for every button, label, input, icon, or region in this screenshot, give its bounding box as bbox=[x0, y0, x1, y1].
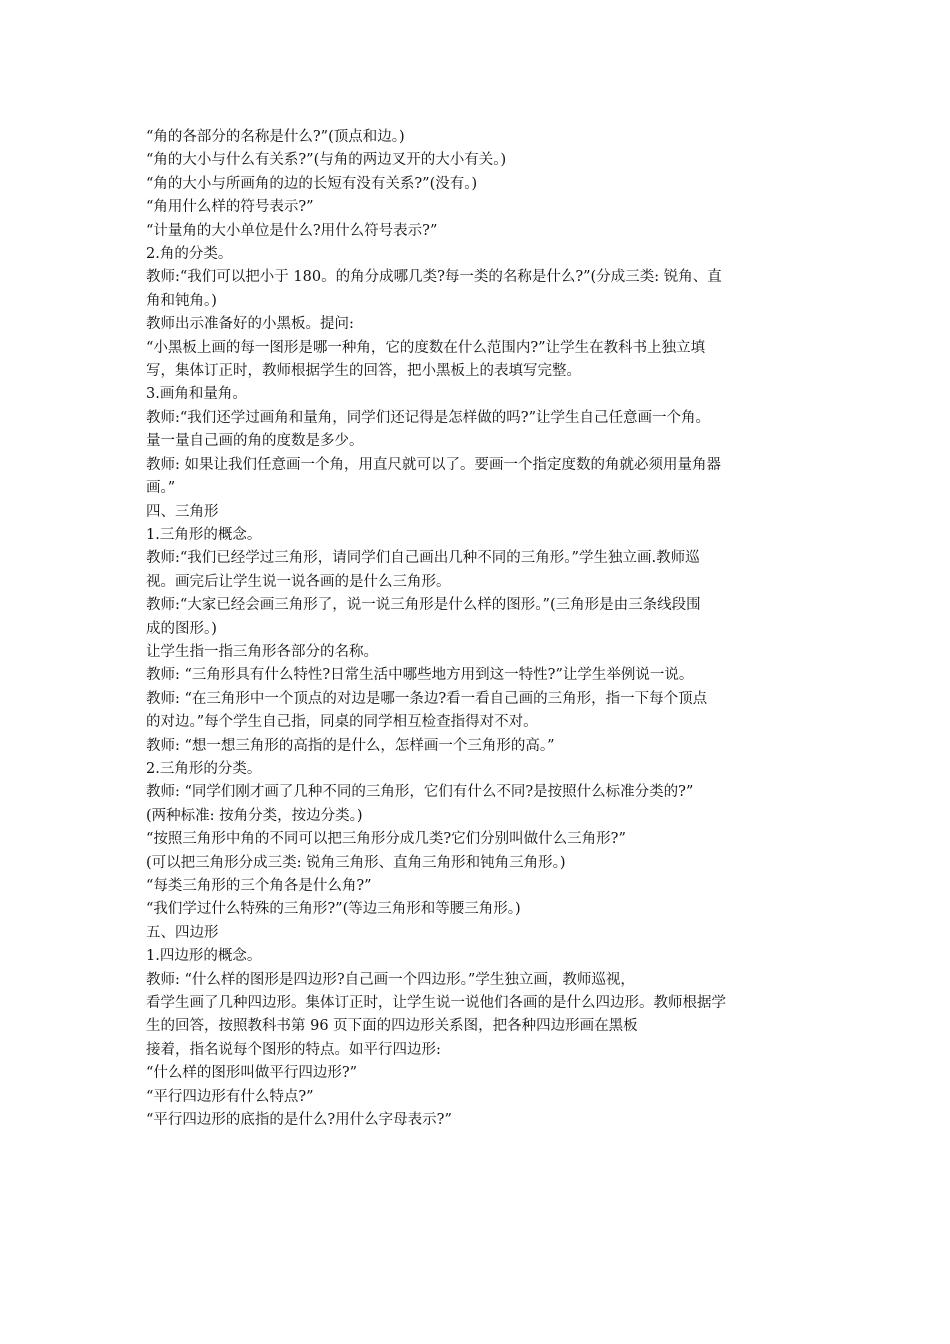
text-line: 教师: “在三角形中一个顶点的对边是哪一条边?看一看自己画的三角形，指一下每个顶点 bbox=[146, 690, 708, 707]
text-line: “每类三角形的三个角各是什么角?” bbox=[146, 878, 372, 894]
paragraph bbox=[146, 501, 810, 524]
paragraph bbox=[146, 992, 810, 1039]
text-line: 写，集体订正时，教师根据学生的回答，把小黑板上的表填写完整。 bbox=[146, 363, 581, 380]
paragraph bbox=[146, 945, 810, 968]
text-line: 看学生画了几种四边形。集体订正时，让学生说一说他们各画的是什么四边形。教师根据学 bbox=[146, 995, 726, 1012]
paragraph bbox=[146, 664, 810, 687]
text-line: 教师:“我们已经学过三角形，请同学们自己画出几种不同的三角形。”学生独立画.教师巡 bbox=[146, 550, 700, 567]
paragraph bbox=[146, 969, 810, 992]
paragraph bbox=[146, 875, 810, 898]
text-line: “计量角的大小单位是什么?用什么符号表示?” bbox=[146, 222, 438, 239]
paragraph bbox=[146, 828, 810, 851]
paragraph bbox=[146, 173, 810, 196]
text-line: 量一量自己画的角的度数是多少。 bbox=[146, 433, 364, 450]
text-line: 的对边。”每个学生自己指，同桌的同学相互检查指得对不对。 bbox=[146, 714, 538, 731]
paragraph bbox=[146, 220, 810, 243]
paragraph bbox=[146, 852, 810, 875]
text-line: 教师: “想一想三角形的高指的是什么，怎样画一个三角形的高。” bbox=[146, 737, 555, 754]
text-line: 1.三角形的概念。 bbox=[146, 526, 262, 543]
text-line: 视。画完后让学生说一说各画的是什么三角形。 bbox=[146, 573, 451, 590]
text-line: 角和钝角。) bbox=[146, 292, 217, 309]
paragraph bbox=[146, 337, 810, 384]
paragraph bbox=[146, 243, 810, 266]
text-line: 五、四边形 bbox=[146, 924, 219, 941]
text-line: “什么样的图形叫做平行四边形?” bbox=[146, 1065, 358, 1082]
text-line: 1.四边形的概念。 bbox=[146, 948, 262, 965]
text-line: 教师: “三角形具有什么特性?日常生活中哪些地方用到这一特性?”让学生举例说一说。 bbox=[146, 667, 694, 684]
text-line: 生的回答，按照教科书第 96 页下面的四边形关系图，把各种四边形画在黑板 bbox=[146, 1018, 638, 1035]
text-line: 教师:“大家已经会画三角形了，说一说三角形是什么样的图形。”(三角形是由三条线段围 bbox=[146, 597, 701, 614]
text-line: 2.三角形的分类。 bbox=[146, 760, 262, 777]
text-line: 2.角的分类。 bbox=[146, 246, 233, 263]
document-page bbox=[146, 126, 810, 1132]
paragraph bbox=[146, 383, 810, 406]
text-line: 教师:“我们还学过画角和量角，同学们还记得是怎样做的吗?”让学生自己任意画一个角。 bbox=[146, 409, 710, 426]
paragraph bbox=[146, 735, 810, 758]
text-line: “我们学过什么特殊的三角形?”(等边三角形和等腰三角形。) bbox=[146, 901, 521, 918]
text-line: 教师出示准备好的小黑板。提问: bbox=[146, 316, 354, 333]
paragraph bbox=[146, 524, 810, 547]
paragraph bbox=[146, 126, 810, 149]
text-line: “角的各部分的名称是什么?”(顶点和边。) bbox=[146, 129, 405, 145]
paragraph bbox=[146, 1039, 810, 1062]
text-line: (可以把三角形分成三类: 锐角三角形、直角三角形和钝角三角形。) bbox=[146, 854, 566, 871]
paragraph bbox=[146, 407, 810, 454]
text-line: 教师:“我们可以把小于 180。的角分成哪几类?每一类的名称是什么?”(分成三类: 锐角、直 bbox=[146, 269, 722, 286]
text-line: 教师: 如果让我们任意画一个角，用直尺就可以了。要画一个指定度数的角就必须用量角器 bbox=[146, 456, 721, 473]
paragraph bbox=[146, 547, 810, 594]
paragraph bbox=[146, 641, 810, 664]
paragraph bbox=[146, 196, 810, 219]
paragraph bbox=[146, 758, 810, 781]
text-line: “角用什么样的符号表示?” bbox=[146, 199, 314, 216]
text-line: 画。” bbox=[146, 480, 176, 497]
paragraph bbox=[146, 149, 810, 172]
paragraph bbox=[146, 688, 810, 735]
text-line: “角的大小与什么有关系?”(与角的两边叉开的大小有关。) bbox=[146, 152, 507, 169]
paragraph bbox=[146, 313, 810, 336]
text-line: “小黑板上画的每一图形是哪一种角，它的度数在什么范围内?”让学生在教科书上独立填 bbox=[146, 339, 706, 356]
text-line: 教师: “什么样的图形是四边形?自己画一个四边形。”学生独立画，教师巡视， bbox=[146, 971, 635, 988]
text-line: 让学生指一指三角形各部分的名称。 bbox=[146, 643, 378, 660]
paragraph bbox=[146, 922, 810, 945]
text-line: 教师: “同学们刚才画了几种不同的三角形，它们有什么不同?是按照什么标准分类的?” bbox=[146, 784, 694, 801]
text-line: 成的图形。) bbox=[146, 620, 217, 637]
paragraph bbox=[146, 1109, 810, 1132]
text-line: “平行四边形有什么特点?” bbox=[146, 1088, 314, 1105]
text-line: 3.画角和量角。 bbox=[146, 386, 247, 403]
paragraph bbox=[146, 454, 810, 501]
paragraph bbox=[146, 1086, 810, 1109]
text-line: 四、三角形 bbox=[146, 503, 219, 520]
text-line: 接着，指名说每个图形的特点。如平行四边形: bbox=[146, 1041, 441, 1058]
text-line: “角的大小与所画角的边的长短有没有关系?”(没有。) bbox=[146, 175, 478, 192]
paragraph bbox=[146, 781, 810, 828]
paragraph bbox=[146, 898, 810, 921]
paragraph bbox=[146, 1062, 810, 1085]
paragraph bbox=[146, 594, 810, 641]
text-line: “按照三角形中角的不同可以把三角形分成几类?它们分别叫做什么三角形?” bbox=[146, 831, 626, 848]
paragraph bbox=[146, 266, 810, 313]
text-line: “平行四边形的底指的是什么?用什么字母表示?” bbox=[146, 1112, 452, 1129]
text-line: (两种标准: 按角分类，按边分类。) bbox=[146, 807, 363, 824]
